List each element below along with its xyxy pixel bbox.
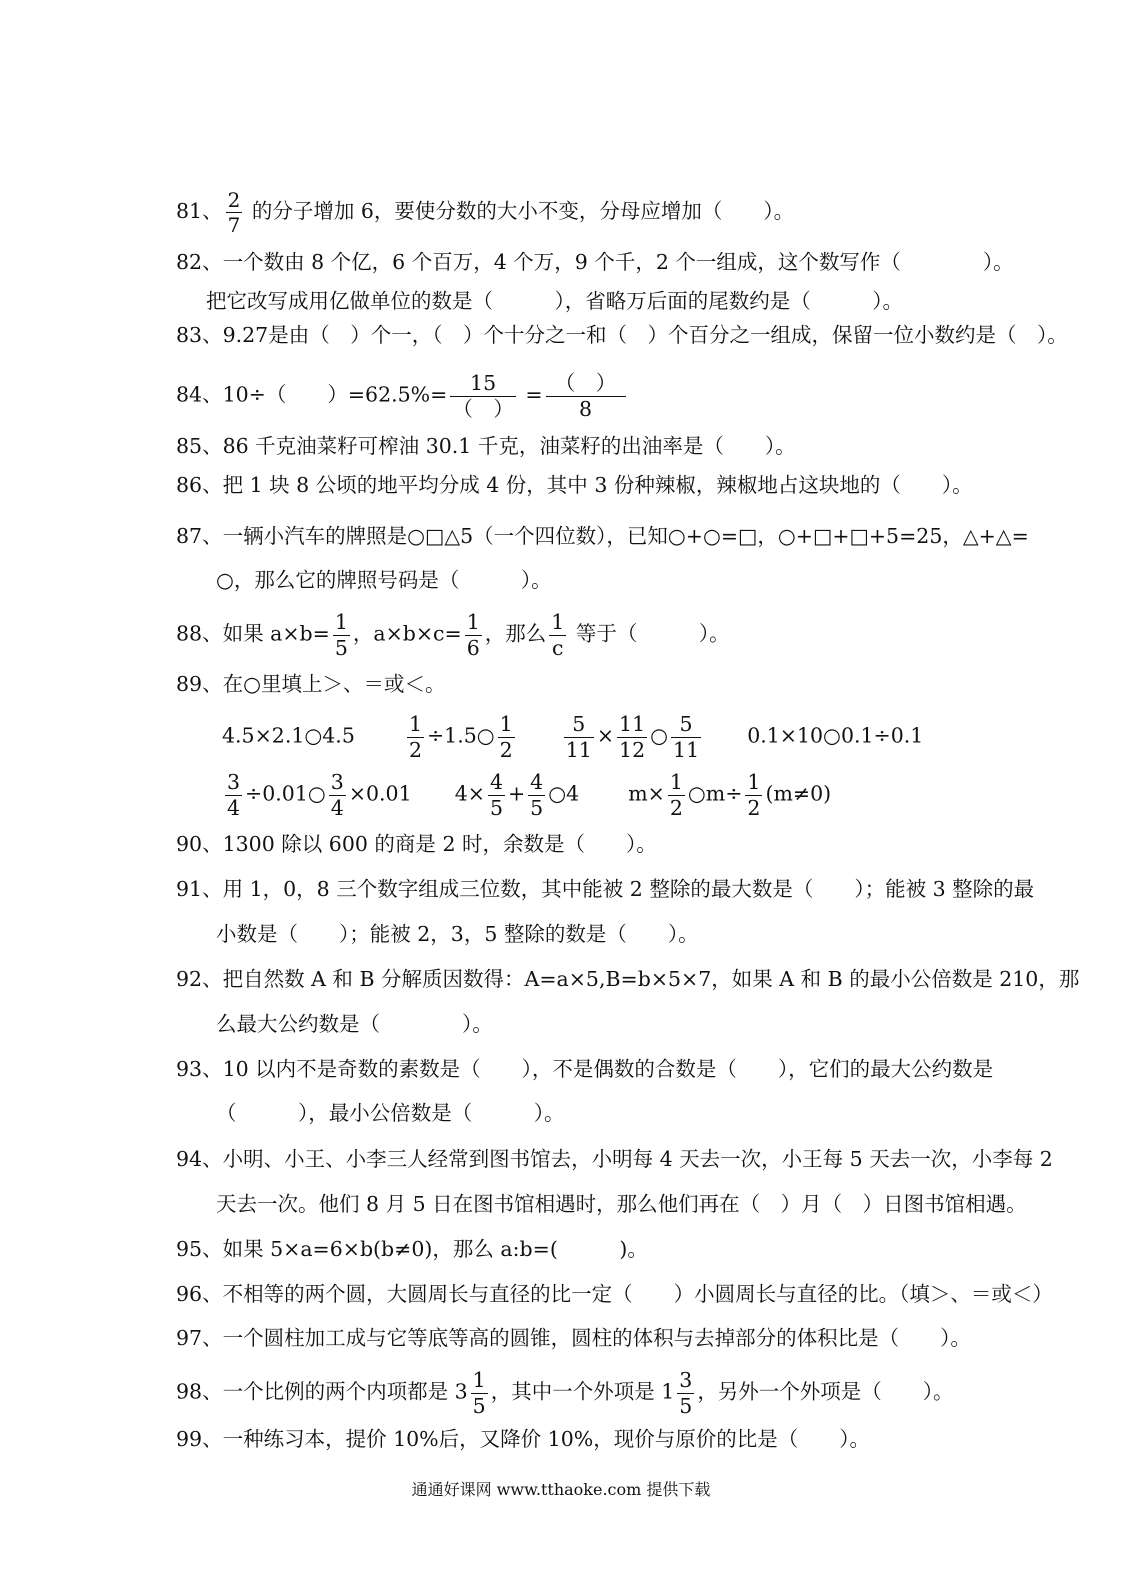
- question-92-line2: 么最大公约数是（ ）。: [216, 1012, 493, 1036]
- fraction: $\frac{1}{6}$: [466, 610, 480, 660]
- question-89-row1: 4.5×2.1○4.5 $\frac{1}{2}$ ÷1.5○ $\frac{1}{2}$ $\frac{5}{11}$ × $\frac{11}{12}$ ○ $\frac{5}{11}$ 0.1×10○0.1÷0.1: [222, 712, 924, 762]
- fraction: $\frac{15}{( )}$: [452, 371, 514, 421]
- question-98: 98、一个比例的两个内项都是 3 $\frac{1}{5}$ ，其中一个外项是 1 $\frac{3}{5}$ ，另外一个外项是（ ）。: [176, 1368, 954, 1418]
- fraction: $\frac{3}{4}$: [227, 770, 241, 820]
- question-97: 97、一个圆柱加工成与它等底等高的圆锥，圆柱的体积与去掉部分的体积比是（ ）。: [176, 1326, 971, 1350]
- page-footer: 通通好课网 www.tthaoke.com 提供下载: [411, 1480, 711, 1499]
- question-91-line1: 91、用 1，0，8 三个数字组成三位数，其中能被 2 整除的最大数是（ ）；能被 3 整除的最: [176, 877, 1035, 901]
- fraction: $\frac{5}{11}$: [673, 712, 700, 762]
- fraction: $\frac{1}{2}$: [408, 712, 422, 762]
- question-87-line2: ○，那么它的牌照号码是（ ）。: [216, 568, 552, 592]
- question-82-line1: 82、一个数由 8 个亿，6 个百万，4 个万，9 个千，2 个一组成，这个数写作（ ）。: [176, 250, 1014, 274]
- fraction: $\frac{4}{5}$: [530, 770, 544, 820]
- fraction: $\frac{1}{5}$: [472, 1368, 486, 1418]
- question-92-line1: 92、把自然数 A 和 B 分解质因数得：A=a×5,B=b×5×7，如果 A 和 B 的最小公倍数是 210，那: [176, 967, 1080, 991]
- question-95: 95、如果 5×a=6×b(b≠0)，那么 a:b=( )。: [176, 1237, 648, 1261]
- question-90: 90、1300 除以 600 的商是 2 时，余数是（ ）。: [176, 832, 657, 856]
- question-86: 86、把 1 块 8 公顷的地平均分成 4 份，其中 3 份种辣椒，辣椒地占这块地的（ ）。: [176, 473, 973, 497]
- fraction: $\frac{11}{12}$: [619, 712, 646, 762]
- question-91-line2: 小数是（ ）；能被 2，3，5 整除的数是（ ）。: [216, 922, 699, 946]
- question-text: 的分子增加 6，要使分数的大小不变，分母应增加（ ）。: [251, 199, 795, 223]
- question-89-row2: $\frac{3}{4}$ ÷0.01○ $\frac{3}{4}$ ×0.01 4× $\frac{4}{5}$ + $\frac{4}{5}$ ○4 m× $\frac{1}{2}$ ○m÷ $\frac{1}{2}$ (m≠0): [227, 770, 832, 820]
- fraction: $\frac{4}{5}$: [489, 770, 503, 820]
- fraction: $\frac{2}{7}$: [227, 188, 241, 237]
- question-87-line1: 87、一辆小汽车的牌照是○□△5（一个四位数），已知○+○=□，○+□+□+5=25，△+△=: [176, 524, 1029, 548]
- question-81: [176, 190, 794, 235]
- fraction: $\frac{3}{5}$: [679, 1368, 693, 1418]
- fraction: $\frac{1}{5}$: [334, 610, 348, 660]
- fraction: $\frac{1}{2}$: [669, 770, 683, 820]
- fraction: $\frac{5}{11}$: [565, 712, 592, 762]
- question-number: 81、: [176, 199, 223, 223]
- question-93-line1: 93、10 以内不是奇数的素数是（ ），不是偶数的合数是（ ），它们的最大公约数是: [176, 1057, 994, 1081]
- question-96: 96、不相等的两个圆，大圆周长与直径的比一定（ ）小圆周长与直径的比。（填＞、＝或＜）: [176, 1282, 1053, 1306]
- fraction: $\frac{1}{2}$: [499, 712, 513, 762]
- question-84: 84、10÷（ ）=62.5%= $\frac{15}{( )}$ = $\frac{( )}{8}$: [176, 373, 629, 419]
- fraction: $\frac{( )}{8}$: [546, 373, 626, 419]
- fraction: $\frac{1}{c}$: [551, 610, 565, 660]
- question-94-line2: 天去一次。他们 8 月 5 日在图书馆相遇时，那么他们再在（ ）月（ ）日图书馆相遇。: [216, 1192, 1027, 1216]
- question-88: 88、如果 a×b= $\frac{1}{5}$ ，a×b×c= $\frac{1}{6}$ ，那么 $\frac{1}{c}$ 等于（ ）。: [176, 610, 730, 660]
- fraction: $\frac{3}{4}$: [330, 770, 344, 820]
- question-93-line2: （ ），最小公倍数是（ ）。: [216, 1101, 565, 1125]
- question-94-line1: 94、小明、小王、小李三人经常到图书馆去，小明每 4 天去一次，小王每 5 天去一次，小李每 2: [176, 1147, 1053, 1171]
- question-83: 83、9.27是由（ ）个一，（ ）个十分之一和（ ）个百分之一组成，保留一位小数约是（ ）。: [176, 323, 1068, 347]
- question-82-line2: 把它改写成用亿做单位的数是（ ），省略万后面的尾数约是（ ）。: [206, 289, 903, 313]
- question-89-title: 89、在○里填上＞、＝或＜。: [176, 672, 446, 696]
- question-85: 85、86 千克油菜籽可榨油 30.1 千克，油菜籽的出油率是（ ）。: [176, 434, 796, 458]
- question-99: 99、一种练习本，提价 10%后，又降价 10%，现价与原价的比是（ ）。: [176, 1427, 870, 1451]
- fraction: $\frac{1}{2}$: [747, 770, 761, 820]
